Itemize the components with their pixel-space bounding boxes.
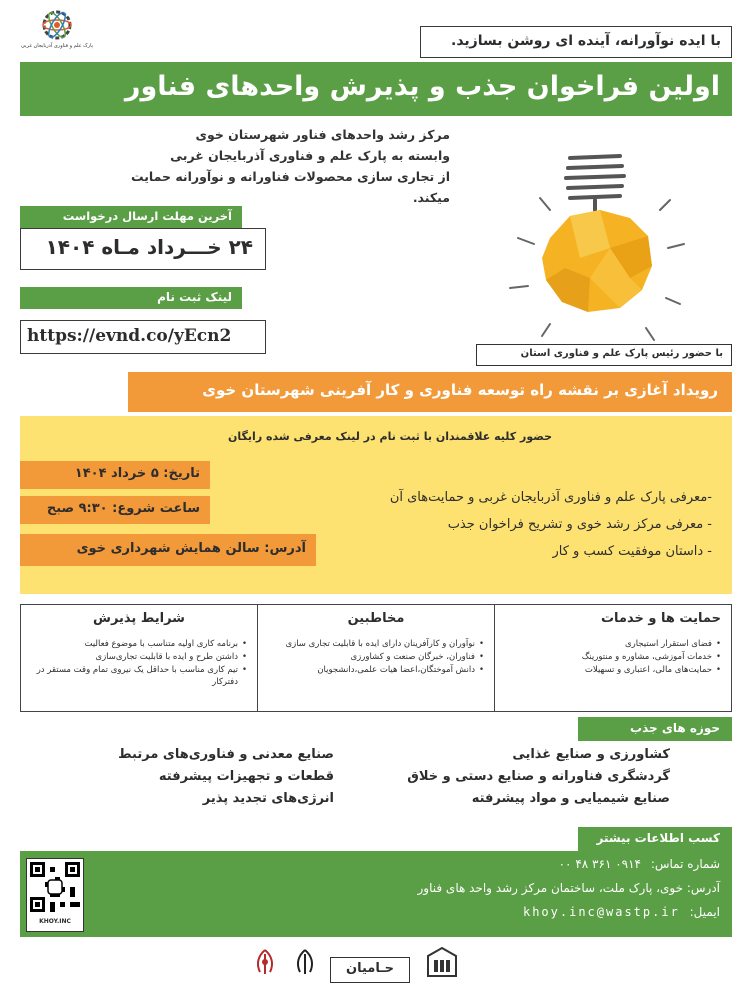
sponsors-bar — [240, 942, 510, 996]
main-title: اولین فراخوان جذب و پذیرش واحدهای فناور — [20, 62, 732, 116]
list-item: • فضای استقرار استیجاری — [505, 638, 721, 650]
list-item: • دانش آموختگان،اعضا هیات علمی،دانشجویان — [268, 664, 484, 676]
field-item: صنایع شیمیایی و مواد پیشرفته — [471, 791, 670, 806]
contact-address: آدرس: خوی، پارک ملت، ساختمان مرکز رشد واحد های فناور — [417, 881, 720, 895]
qr-caption: KHOY.INC — [39, 918, 71, 925]
column-title: شرایط پذیرش — [93, 611, 185, 626]
info-columns — [20, 604, 732, 712]
list-item: • حمایت‌های مالی، اعتباری و تسهیلات — [505, 664, 721, 676]
event-invite: حضور کلیه علاقمندان با ثبت نام در لینک معرفی شده رایگان — [228, 430, 552, 443]
qr-code — [26, 858, 84, 932]
agenda-item: -معرفی پارک علم و فناوری آذربایجان غربی و حمایت‌های آن — [389, 490, 712, 505]
list-item: • تیم کاری مناسب با حداقل یک نیروی تمام وقت مستقر در دفترکار — [31, 664, 247, 688]
event-time: ساعت شروع: ۹:۳۰ صبح — [20, 496, 210, 524]
list-item: • خدمات آموزشی، مشاوره و منتورینگ — [505, 651, 721, 663]
field-item: گردشگری فناورانه و صنایع دستی و خلاق — [407, 769, 670, 784]
fields-left-list — [90, 744, 334, 810]
list-item: • برنامه کاری اولیه متناسب با موضوع فعالیت — [31, 638, 247, 650]
intro-text: مرکز رشد واحدهای فناور شهرستان خوی وابسته به پارک علم و فناوری آذربایجان غربی از تجاری سازی محصولات فناورانه و نوآورانه حمایت میکند. — [130, 127, 450, 205]
event-date: تاریخ: ۵ خرداد ۱۴۰۴ — [20, 461, 210, 489]
column-conditions — [21, 605, 257, 711]
deadline-label: آخرین مهلت ارسال درخواست — [20, 206, 242, 228]
event-address: آدرس: سالن همایش شهرداری خوی — [20, 534, 316, 566]
park-logo — [14, 8, 100, 52]
contact-phone[interactable]: ۰۹۱۴ ۳۶۱ ۴۸ ۰۰ — [558, 857, 641, 871]
lightbulb-icon — [470, 118, 720, 348]
slogan: با ایده نوآورانه، آینده ای روشن بسازید. — [420, 26, 732, 58]
agenda-item: - داستان موفقیت کسب و کار — [552, 544, 712, 559]
emblem-icon — [252, 948, 278, 978]
field-item: کشاورزی و صنایع غذایی — [512, 747, 670, 762]
gear-atom-icon — [32, 8, 82, 42]
registration-label: لینک ثبت نام — [20, 287, 242, 309]
registration-link[interactable]: https://evnd.co/yEcn2 — [20, 320, 266, 354]
fields-title: حوزه های جذب — [578, 717, 732, 741]
field-item: صنایع معدنی و فناوری‌های مرتبط — [118, 747, 334, 762]
qr-code-icon — [30, 862, 80, 912]
presence-note: با حضور رئیس پارک علم و فناوری استان — [476, 344, 732, 366]
deadline-value: ۲۴ خـــرداد مـاه ۱۴۰۴ — [20, 228, 266, 270]
column-title: مخاطبین — [347, 611, 405, 626]
sponsors-label: حـامیان — [330, 957, 410, 983]
column-title: حمایت ها و خدمات — [600, 611, 721, 626]
event-agenda — [300, 484, 712, 565]
field-item: انرژی‌های تجدید پذیر — [202, 791, 334, 806]
column-services — [494, 605, 731, 711]
contact-email-row: ایمیل: khoy.inc@wastp.ir — [522, 905, 720, 919]
emblem-icon — [292, 948, 318, 978]
contact-email[interactable]: khoy.inc@wastp.ir — [522, 905, 680, 919]
agenda-item: - معرفی مرکز رشد خوی و تشریح فراخوان جذب — [447, 517, 712, 532]
list-item: • داشتن طرح و ایده با قابلیت تجاری‌سازی — [31, 651, 247, 663]
contact-title: کسب اطلاعات بیشتر — [578, 827, 732, 851]
fields-right-list — [380, 744, 670, 810]
column-audience — [257, 605, 494, 711]
logo-caption: پارک علم و فناوری آذربایجان غربی — [21, 43, 93, 49]
contact-phone-row: شماره تماس: ۰۹۱۴ ۳۶۱ ۴۸ ۰۰ — [558, 857, 720, 871]
university-logo-icon — [426, 946, 458, 980]
event-title: رویداد آغازی بر نقشه راه توسعه فناوری و کار آفرینی شهرستان خوی — [128, 372, 732, 412]
list-item: • نوآوران و کارآفرینان دارای ایده با قابلیت تجاری سازی — [268, 638, 484, 650]
field-item: قطعات و تجهیزات پیشرفته — [158, 769, 334, 784]
list-item: • فناوران، خبرگان صنعت و کشاورزی — [268, 651, 484, 663]
